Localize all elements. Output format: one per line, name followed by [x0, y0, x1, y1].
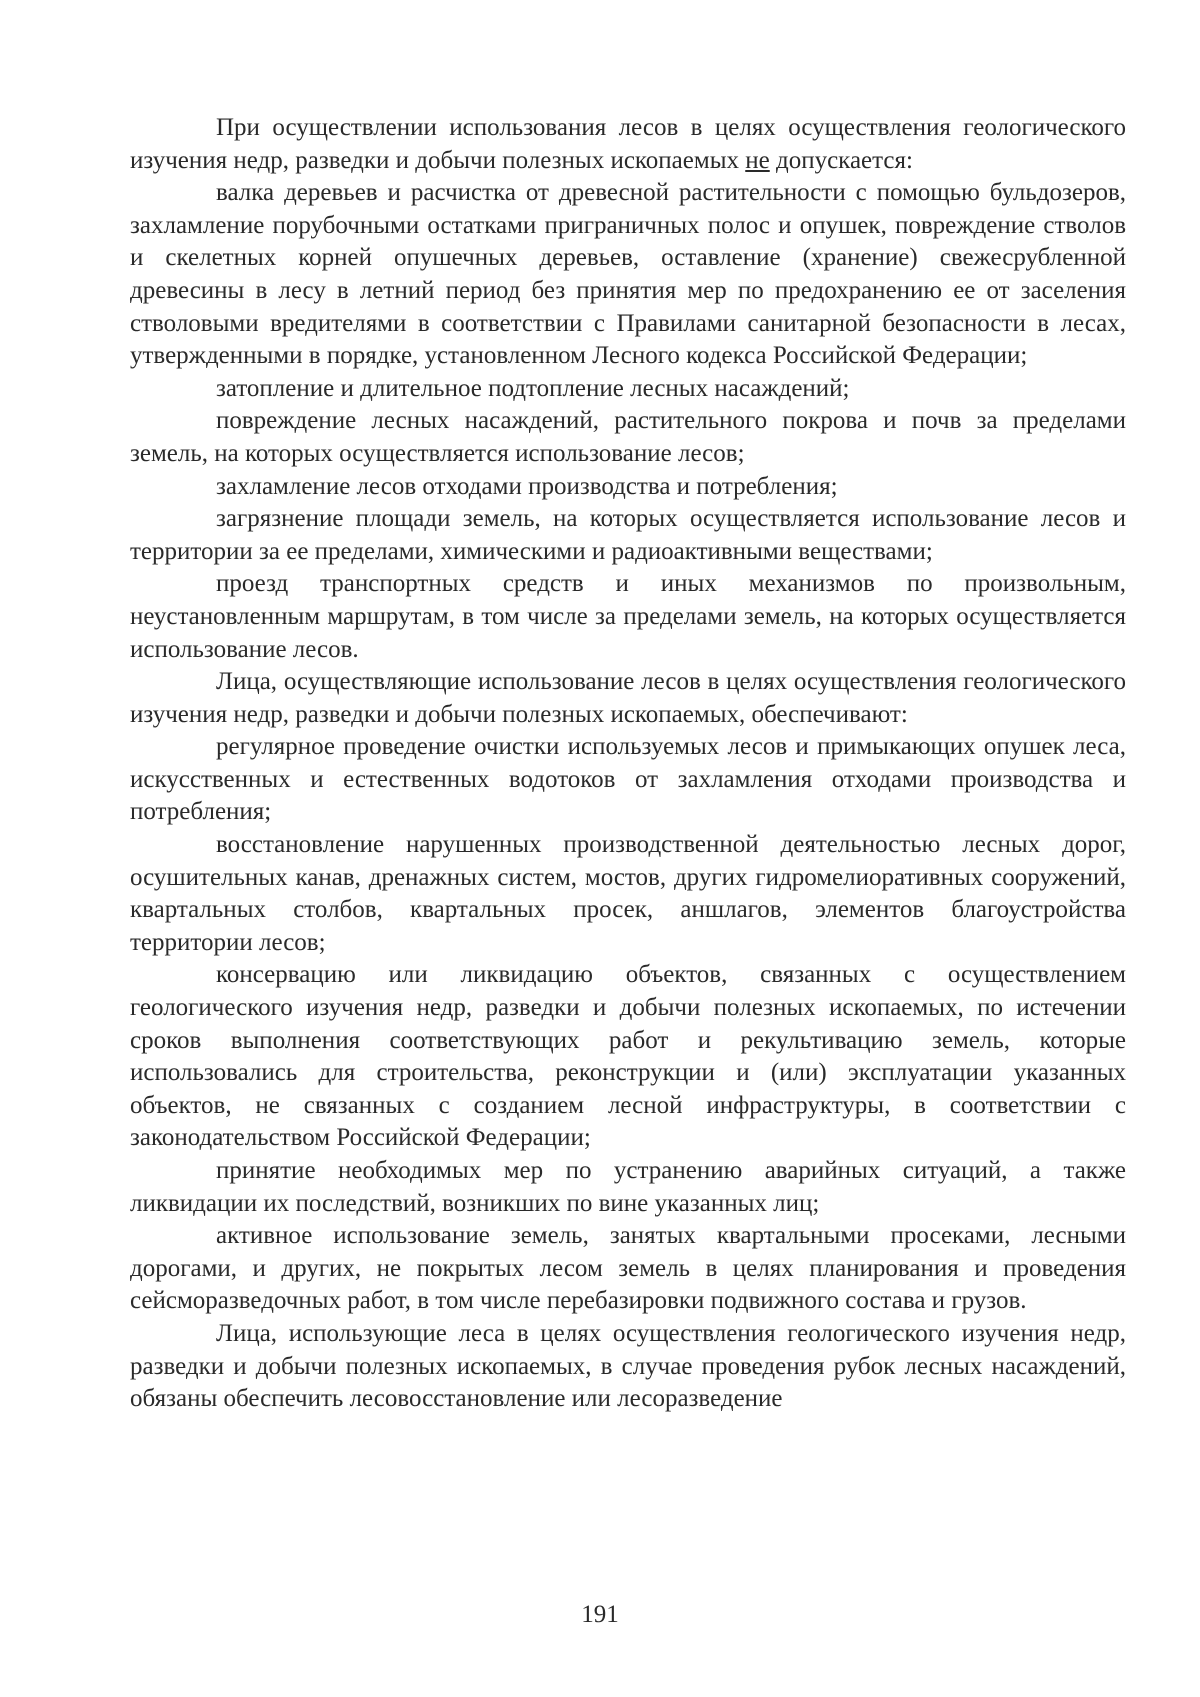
paragraph-intro-tail: допускается: — [769, 146, 913, 174]
paragraph-item: валка деревьев и расчистка от древесной растительности с помощью бульдозеров, захламление порубочными остатками приграничных полос и опушек, повреждение стволов и скелетных корней опушечных деревьев, оставление (хранение) свежесрубленной древесины в лесу в летний период без принятия мер по предохранению ее от заселения стволовыми вредителями в соответствии с Правилами санитарной безопасности в лесах, утвержденными в порядке, установленном Лесного кодекса Российской Федерации; — [130, 179, 1126, 370]
paragraph-item: принятие необходимых мер по устранению аварийных ситуаций, а также ликвидации их последствий, возникших по вине указанных лиц; — [130, 1157, 1126, 1217]
paragraph-item: повреждение лесных насаждений, растительного покрова и почв за пределами земель, на которых осуществляется использование лесов; — [130, 407, 1126, 467]
paragraph-item: захламление лесов отходами производства и потребления; — [216, 472, 838, 500]
paragraph-intro-text: При осуществлении использования лесов в целях осуществления геологического изучения недр, разведки и добычи полезных ископаемых — [130, 114, 1126, 174]
paragraph-obligations-intro: Лица, осуществляющие использование лесов в целях осуществления геологического изучения недр, разведки и добычи полезных ископаемых, обеспечивают: — [130, 668, 1126, 728]
paragraph-item: восстановление нарушенных производственной деятельностью лесных дорог, осушительных канав, дренажных систем, мостов, других гидромелиоративных сооружений, квартальных столбов, квартальных просек, аншлагов, элементов благоустройства территории лесов; — [130, 831, 1126, 956]
paragraph-item: консервацию или ликвидацию объектов, связанных с осуществлением геологического изучения недр, разведки и добычи полезных ископаемых, по истечении сроков выполнения соответствующих работ и рекультивацию земель, которые использовались для строительства, реконструкции и (или) эксплуатации указанных объектов, не связанных с созданием лесной инфраструктуры, в соответствии с законодательством Российской Федерации; — [130, 961, 1126, 1152]
paragraph-item: загрязнение площади земель, на которых осуществляется использование лесов и территории за ее пределами, химическими и радиоактивными веществами; — [130, 505, 1126, 565]
paragraph-item: активное использование земель, занятых квартальными просеками, лесными дорогами, и других, не покрытых лесом земель в целях планирования и проведения сейсморазведочных работ, в том числе перебазировки подвижного состава и грузов. — [130, 1222, 1126, 1315]
paragraph-item: затопление и длительное подтопление лесных насаждений; — [216, 374, 850, 402]
page-number: 191 — [581, 1601, 619, 1628]
underlined-word: не — [745, 146, 770, 174]
paragraph-final: Лица, использующие леса в целях осуществления геологического изучения недр, разведки и добычи полезных ископаемых, в случае проведения рубок лесных насаждений, обязаны обеспечить лесовосстановление или лесоразведение — [130, 1319, 1126, 1413]
document-body — [130, 112, 1126, 1416]
paragraph-item: регулярное проведение очистки используемых лесов и примыкающих опушек леса, искусственных и естественных водотоков от захламления отходами производства и потребления; — [130, 733, 1126, 826]
paragraph-intro — [130, 112, 1126, 177]
paragraph-item: проезд транспортных средств и иных механизмов по произвольным, неустановленным маршрутам, в том числе за пределами земель, на которых осуществляется использование лесов. — [130, 570, 1126, 663]
